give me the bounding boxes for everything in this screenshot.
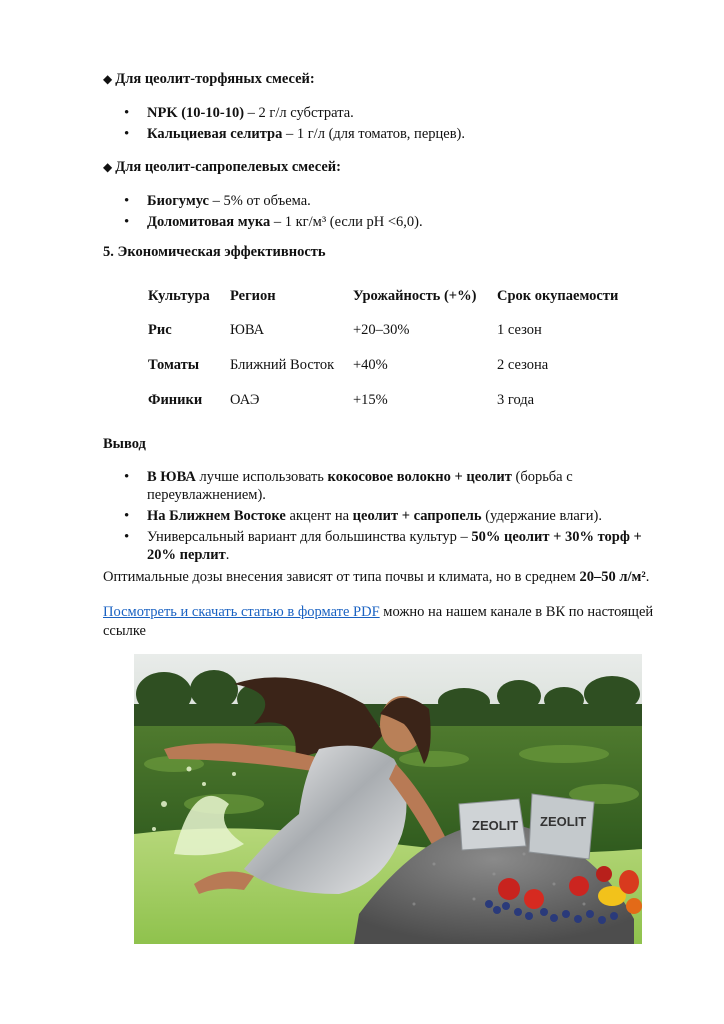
table-cell-region: ЮВА xyxy=(230,322,265,338)
item-bold: Доломитовая мука xyxy=(147,214,271,230)
list-item xyxy=(103,104,663,122)
table-header-region: Регион xyxy=(230,288,276,304)
item-text: – 2 г/л субстрата. xyxy=(244,105,354,121)
table-header-payback: Срок окупаемости xyxy=(497,288,619,304)
pdf-link-rest: можно на нашем канале в ВК по настоящей ссылке xyxy=(103,604,654,639)
bag-label-2: ZEOLIT xyxy=(540,814,587,829)
pdf-download-link[interactable]: Посмотреть и скачать статью в формате PDF xyxy=(103,604,380,620)
peat-mix-list xyxy=(103,104,663,146)
item-text: (борьба с переувлажнением). xyxy=(147,469,573,503)
table-cell-region: Ближний Восток xyxy=(230,357,335,373)
table-header-yield: Урожайность (+%) xyxy=(353,288,477,304)
table-cell-payback: 1 сезон xyxy=(497,322,542,338)
zeolite-bag-1 xyxy=(459,799,526,850)
item-bold: В ЮВА xyxy=(147,469,196,485)
table-cell-payback: 2 сезона xyxy=(497,357,549,373)
item-text: (удержание влаги). xyxy=(481,508,602,524)
item-bold: Кальциевая селитра xyxy=(147,126,283,142)
sapropel-mix-title: Для цеолит-сапропелевых смесей: xyxy=(115,159,341,175)
tomato xyxy=(524,889,544,909)
summary-dose: 20–50 л/м² xyxy=(579,569,646,585)
zeolite-bag-2 xyxy=(529,794,594,859)
item-text: – 5% от объема. xyxy=(208,193,311,209)
peat-mix-title: Для цеолит-торфяных смесей: xyxy=(115,71,315,87)
summary-end: . xyxy=(645,569,650,585)
table-cell-region: ОАЭ xyxy=(230,392,260,408)
table-header-crop: Культура xyxy=(148,288,210,304)
diamond-bullet-icon: ◆ xyxy=(103,72,113,86)
table-cell-crop: Финики xyxy=(148,392,203,408)
item-bold: 50% цеолит + 30% торф + 20% перлит xyxy=(147,529,642,563)
list-item xyxy=(103,213,663,231)
tomato xyxy=(596,866,612,882)
orange-pepper xyxy=(626,898,642,914)
list-item xyxy=(103,125,663,143)
table-cell-yield: +15% xyxy=(353,392,388,408)
table-cell-yield: +20–30% xyxy=(353,322,410,338)
item-text: Универсальный вариант для большинства культур – xyxy=(147,529,472,545)
tomato xyxy=(498,878,520,900)
table-cell-crop: Рис xyxy=(148,322,172,338)
item-bold: цеолит + сапропель xyxy=(352,508,482,524)
item-text: акцент на xyxy=(285,508,353,524)
sapropel-mix-heading xyxy=(103,159,341,176)
item-bold: NPK (10-10-10) xyxy=(147,105,245,121)
economics-heading: 5. Экономическая эффективность xyxy=(103,244,326,260)
sapropel-mix-list xyxy=(103,192,663,234)
diamond-bullet-icon: ◆ xyxy=(103,160,113,174)
item-text: – 1 кг/м³ (если pH <6,0). xyxy=(270,214,423,230)
list-item xyxy=(103,468,663,504)
table-cell-crop: Томаты xyxy=(148,357,200,373)
list-item xyxy=(103,528,663,564)
table-cell-payback: 3 года xyxy=(497,392,535,408)
pdf-link-paragraph xyxy=(103,603,668,641)
list-item xyxy=(103,507,663,525)
summary-text: Оптимальные дозы внесения зависят от типа почвы и климата, но в среднем xyxy=(103,569,580,585)
table-cell-yield: +40% xyxy=(353,357,388,373)
item-bold: На Ближнем Востоке xyxy=(147,508,286,524)
peat-mix-heading xyxy=(103,71,315,88)
article-photo xyxy=(134,654,642,944)
list-item xyxy=(103,192,663,210)
item-text: лучше использовать xyxy=(195,469,328,485)
item-text: – 1 г/л (для томатов, перцев). xyxy=(282,126,465,142)
item-bold: Биогумус xyxy=(147,193,209,209)
item-text: . xyxy=(225,547,230,563)
conclusion-list xyxy=(103,468,663,567)
tomato xyxy=(569,876,589,896)
summary-paragraph xyxy=(103,568,668,587)
item-bold: кокосовое волокно + цеолит xyxy=(327,469,512,485)
red-pepper xyxy=(619,870,639,894)
bag-label-1: ZEOLIT xyxy=(472,818,519,833)
conclusion-heading: Вывод xyxy=(103,436,146,452)
